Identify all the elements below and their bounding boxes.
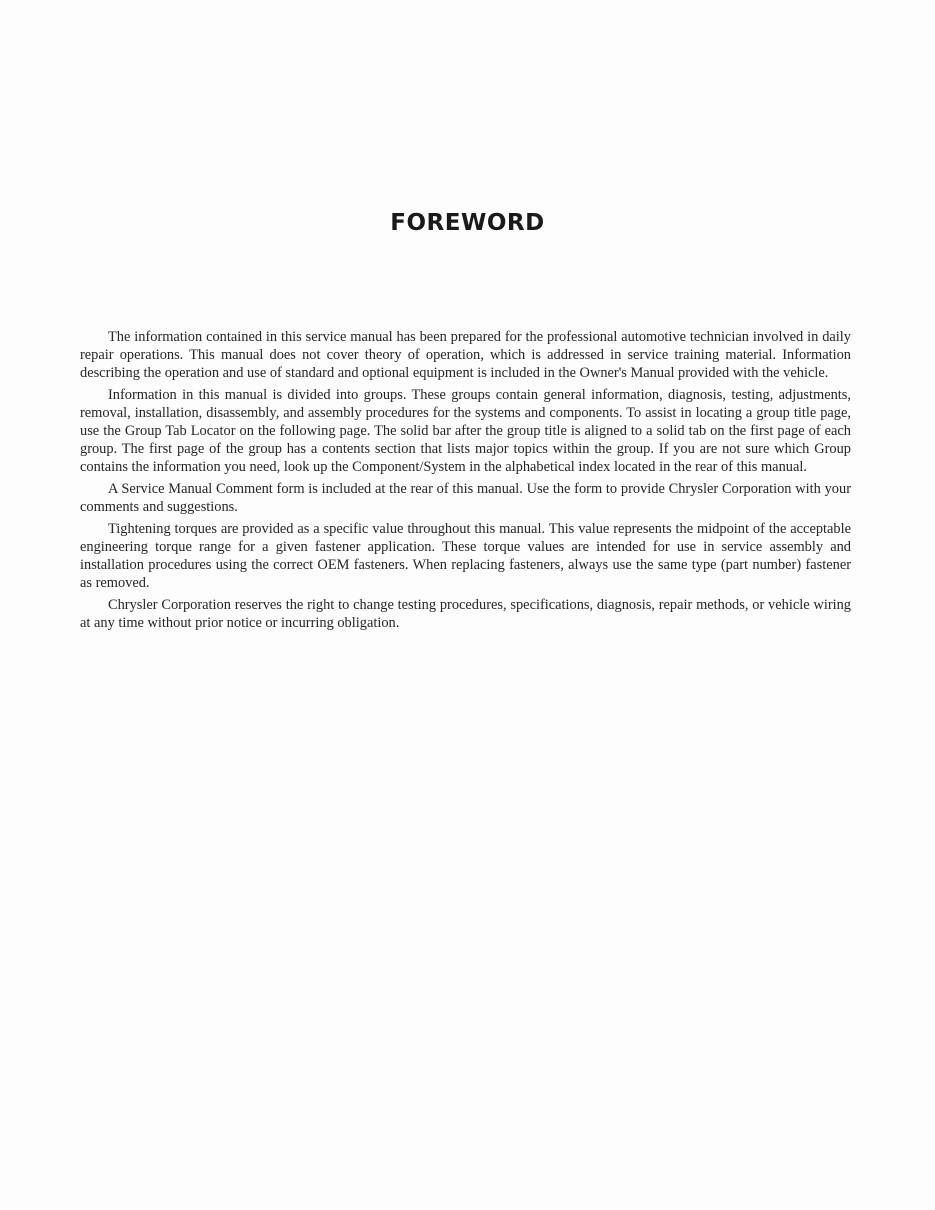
paragraph-4: Tightening torques are provided as a specific value throughout this manual. This value represents the midpoint of the acceptable engineering torque range for a given fastener application. These torque values are intended for use in service assembly and installation procedures using the correct OEM fasteners. When replacing fasteners, always use the same type (part number) fastener as removed. <box>80 521 851 591</box>
page-title: FOREWORD <box>390 210 545 236</box>
paragraph-2: Information in this manual is divided into groups. These groups contain general information, diagnosis, testing, adjustments, removal, installation, disassembly, and assembly procedures for the systems and components. To assist in locating a group title page, use the Group Tab Locator on the following page. The solid bar after the group title is aligned to a solid tab on the first page of each group. The first page of the group has a contents section that lists major topics within the group. If you are not sure which Group contains the information you need, look up the Component/System in the alphabetical index located in the rear of this manual. <box>80 387 851 475</box>
paragraph-5: Chrysler Corporation reserves the right to change testing procedures, specifications, diagnosis, repair methods, or vehicle wiring at any time without prior notice or incurring obligation. <box>80 597 851 631</box>
paragraph-3: A Service Manual Comment form is included at the rear of this manual. Use the form to provide Chrysler Corporation with your comments and suggestions. <box>80 481 851 515</box>
paragraph-1: The information contained in this service manual has been prepared for the professional automotive technician involved in daily repair operations. This manual does not cover theory of operation, which is addressed in service training material. Information describing the operation and use of standard and optional equipment is included in the Owner's Manual provided with the vehicle. <box>80 329 851 381</box>
foreword-body <box>80 328 851 636</box>
